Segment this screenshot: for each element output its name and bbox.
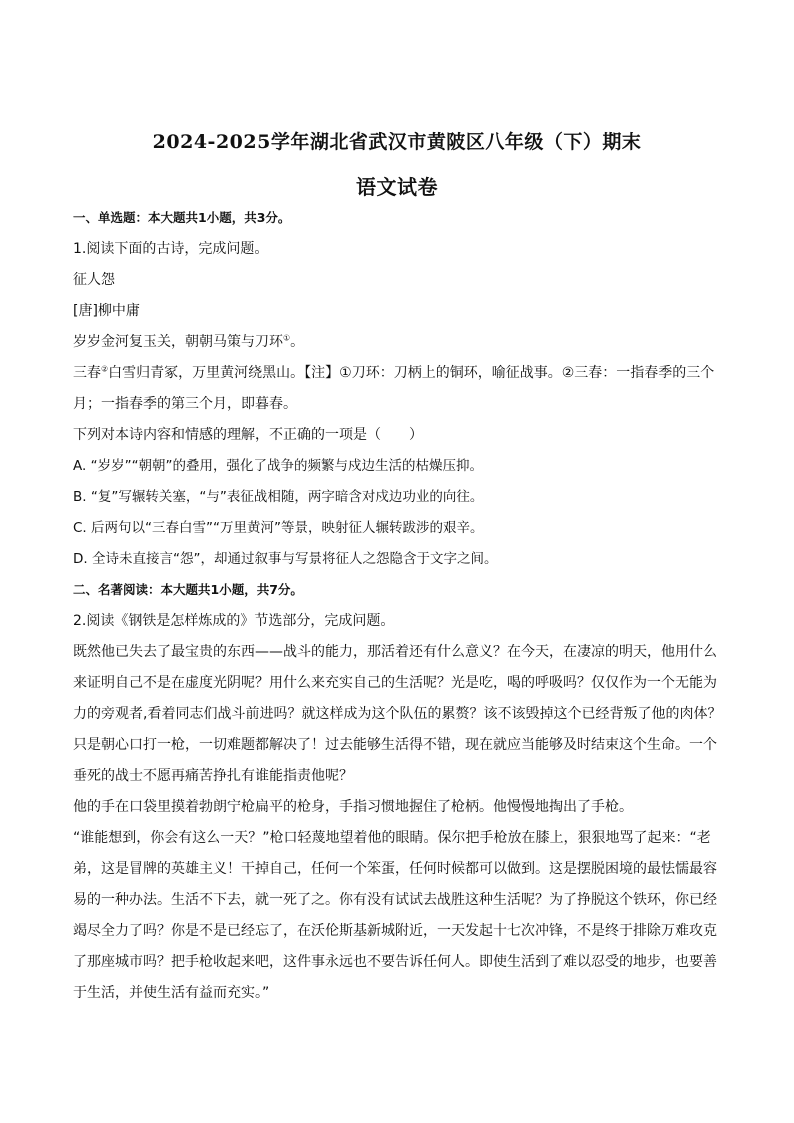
question-1-stem: 下列对本诗内容和情感的理解，不正确的一项是（ ） [73,427,423,443]
poem-line-1-text: 岁岁金河复玉关，朝朝马策与刀环 [73,334,283,350]
passage-line: 竭尽全力了吗？你是不是已经忘了，在沃伦斯基新城附近，一天发起十七次冲锋，不是终于排除万难攻克 [73,923,717,939]
passage-line: “谁能想到，你会有这么一天？”枪口轻蔑地望着他的眼睛。保尔把手枪放在膝上，狠狠地骂了起来：“老 [73,830,711,846]
exam-subtitle: 语文试卷 [356,175,438,199]
passage-line: 垂死的战士不愿再痛苦挣扎有谁能指责他呢？ [73,768,353,784]
option-c: C. 后两句以“三春白雪”“万里黄河”等景，映射征人辗转跋涉的艰辛。 [73,520,484,536]
footnote-marker-1: ① [283,333,291,343]
poem-line-2 [73,363,723,383]
poem-line-2-start: 三春 [73,365,101,381]
poem-author: [唐]柳中庸 [73,303,140,319]
poem-line-2-rest: 白雪归青冢，万里黄河绕黑山。【注】①刀环：刀柄上的铜环，喻征战事。②三春：一指春季的三个 [108,365,715,381]
passage-line: 易的一种办法。生活不下去，就一死了之。你有没有试试去战胜这种生活呢？为了挣脱这个铁环，你已经 [73,892,717,908]
option-b: B. “复”写辗转关塞，“与”表征战相随，两字暗含对戍边功业的向往。 [73,489,484,505]
passage-line: 只是朝心口打一枪，一切难题都解决了！过去能够生活得不错，现在就应当能够及时结束这个生命。一个 [73,737,717,753]
passage-line: 来证明自己不是在虚度光阴呢？用什么来充实自己的生活呢？光是吃，喝的呼吸吗？仅仅作为一个无能为 [73,675,717,691]
passage-line: 于生活，并使生活有益而充实。” [73,985,270,1001]
footnote-marker-2: ② [101,364,109,374]
passage-line: 既然他已失去了最宝贵的东西——战斗的能力，那活着还有什么意义？在今天，在凄凉的明天，他用什么 [73,644,717,660]
exam-title: 2024-2025学年湖北省武汉市黄陂区八年级（下）期末 [152,131,642,153]
option-d: D. 全诗未直接言“怨”，却通过叙事与写景将征人之怨隐含于文字之间。 [73,551,498,567]
poem-line-1 [73,332,723,352]
question-2-intro: 2.阅读《钢铁是怎样炼成的》节选部分，完成问题。 [73,613,395,629]
passage-line: 弟，这是冒牌的英雄主义！干掉自己，任何一个笨蛋，任何时候都可以做到。这是摆脱困境的最怯懦最容 [73,861,717,877]
section-2-heading: 二、名著阅读：本大题共1小题，共7分。 [73,582,303,597]
option-a: A. “岁岁”“朝朝”的叠用，强化了战争的频繁与戍边生活的枯燥压抑。 [73,458,484,474]
section-1-heading: 一、单选题：本大题共1小题，共3分。 [73,210,291,225]
passage-line: 他的手在口袋里摸着勃朗宁枪扁平的枪身，手指习惯地握住了枪柄。他慢慢地掏出了手枪。 [73,799,633,815]
passage-line: 了那座城市吗？把手枪收起来吧，这件事永远也不要告诉任何人。即使生活到了难以忍受的地步，也要善 [73,954,717,970]
poem-line-1-end: 。 [290,334,305,350]
poem-note-continued: 月；一指春季的第三个月，即暮春。 [73,396,297,412]
passage-line: 力的旁观者,看着同志们战斗前进吗？就这样成为这个队伍的累赘？该不该毁掉这个已经背叛了他的肉体？ [73,706,722,722]
question-1-intro: 1.阅读下面的古诗，完成问题。 [73,241,269,257]
poem-title: 征人怨 [73,272,115,288]
